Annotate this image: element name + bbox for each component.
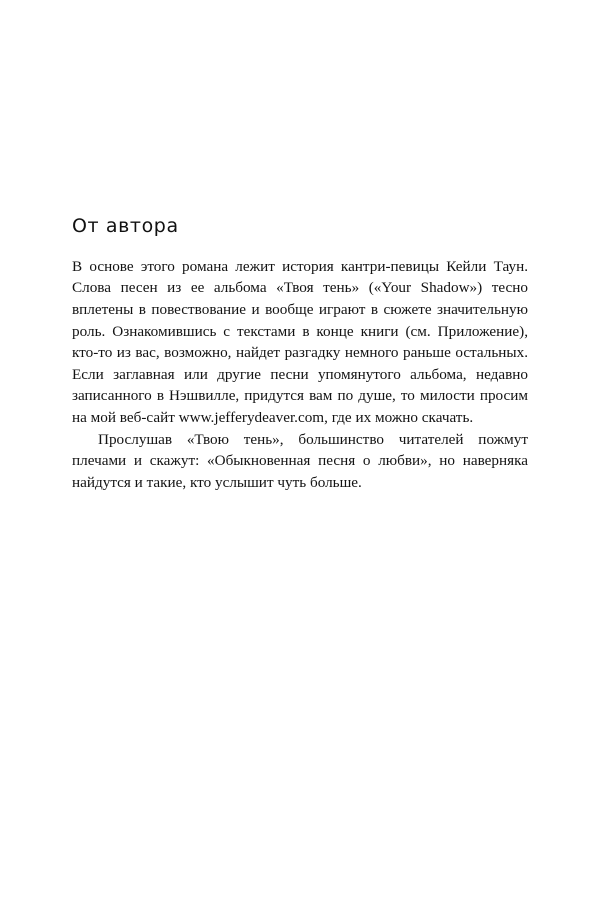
paragraph-2: Прослушав «Твою тень», большинство читателей пожмут плечами и скажут: «Обыкновенная песня о любви», но наверняка найдутся и такие, кто услышит чуть больше. [72,430,528,491]
page-title: От автора [72,215,179,237]
paragraph-1: В основе этого романа лежит история кантри-певицы Кейли Таун. Слова песен из ее альбома «Твоя тень» («Your Shadow») тесно вплетены в повествование и вообще играют в сюжете значительную роль. Ознакомившись с текстами в конце книги (см. Приложение), кто-то из вас, возможно, найдет разгадку немного раньше остальных. Если заглавная или другие песни упомянутого альбома, недавно записанного в Нэшвилле, придутся вам по душе, то милости просим на мой веб-сайт www.jefferydeaver.com, где их можно скачать. [72,257,528,426]
page-content [72,215,528,493]
